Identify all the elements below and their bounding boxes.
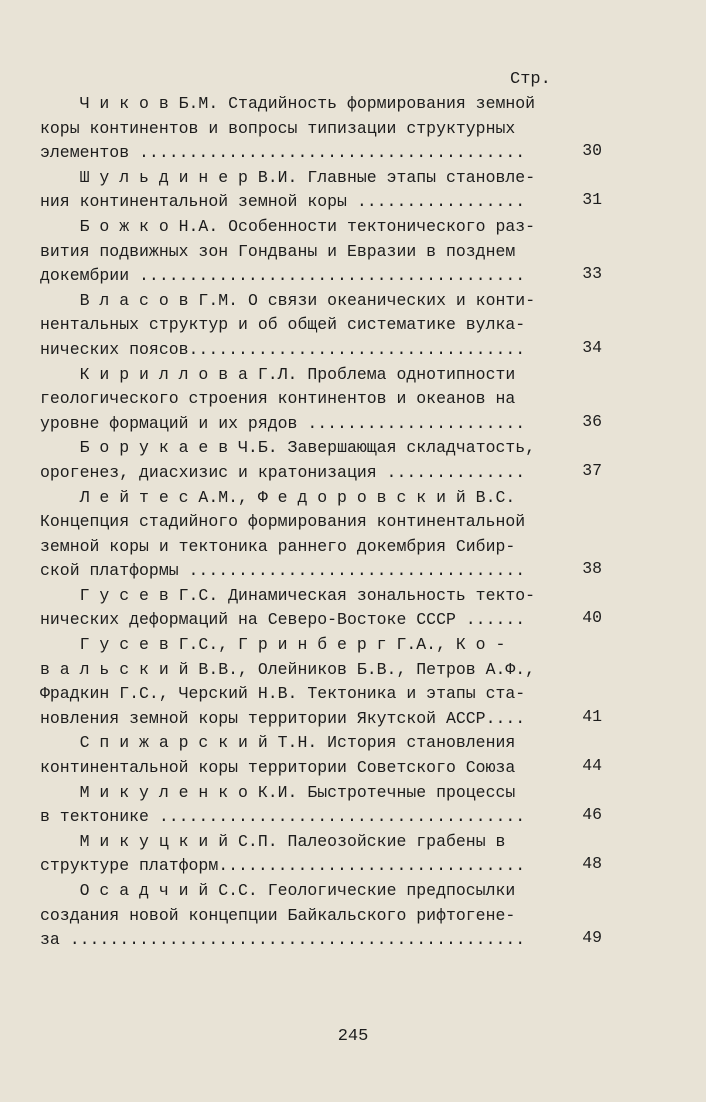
- toc-entry-author: О с а д ч и й С.С.: [79, 881, 258, 900]
- toc-entry-author: Ш у л ь д и н е р В.И.: [79, 167, 298, 187]
- toc-entry-first-line: [40, 879, 560, 904]
- toc-entry: [40, 633, 602, 731]
- toc-entry-title-line: земной коры и тектоника раннего докембрия Сибир-: [40, 536, 516, 556]
- toc-entry-first-line: [40, 363, 560, 388]
- toc-entry-page-number: 48: [582, 854, 602, 874]
- toc-entry-title: Особенности тектонического раз-: [218, 216, 536, 236]
- toc-entry: [40, 584, 602, 633]
- toc-entry-first-line: [40, 289, 560, 314]
- toc-entry-title-line: вития подвижных зон Гондваны и Евразии в позднем: [40, 241, 516, 261]
- toc-entry-title-line: докембрии .......................................: [40, 266, 526, 286]
- toc-entry-first-line: [40, 633, 560, 658]
- toc-entry-title-line: геологического строения континентов и океанов на: [40, 389, 516, 409]
- toc-entry-author: Б о ж к о Н.А.: [79, 216, 219, 236]
- toc-entry-page-number: 33: [582, 264, 602, 284]
- toc-entry-title-line: нических поясов..................................: [40, 339, 526, 359]
- toc-entry: [40, 215, 602, 289]
- toc-entry-page-number: 40: [582, 608, 602, 628]
- toc-entry-first-line: [40, 781, 560, 806]
- toc-entry-author: Л е й т е с А.М., Ф е д о р о в с к и й В.С.: [79, 487, 516, 507]
- toc-entry-title: Быстротечные процессы: [297, 782, 516, 802]
- toc-entry: [40, 289, 602, 363]
- toc-entry-first-line: [40, 166, 560, 191]
- toc-entry-title-line: ской платформы ..................................: [40, 561, 526, 581]
- toc-entry-first-line: [40, 215, 560, 240]
- toc-entry-page-number: 38: [582, 559, 602, 579]
- toc-entry: [40, 92, 602, 166]
- toc-entry-title: Проблема однотипности: [297, 364, 516, 384]
- table-of-contents: [40, 92, 602, 953]
- toc-entry-title-line: нических деформаций на Северо-Востоке СССР ......: [40, 610, 526, 630]
- toc-entry-title-line: Фрадкин Г.С., Черский Н.В. Тектоника и этапы ста-: [40, 684, 526, 704]
- toc-entry-author: В л а с о в Г.М.: [79, 290, 239, 310]
- toc-entry-author: Б о р у к а е в Ч.Б.: [79, 438, 278, 458]
- toc-entry-first-line: [40, 436, 560, 461]
- toc-entry-title-line: структуре платформ...............................: [40, 856, 526, 876]
- toc-entry-author: Ч и к о в Б.М.: [79, 94, 219, 113]
- toc-entry-first-line: [40, 584, 560, 609]
- toc-entry-title-line: ния континентальной земной коры .................: [40, 192, 526, 212]
- toc-entry: [40, 879, 602, 953]
- page-column-header: Стр.: [510, 70, 551, 89]
- toc-entry-author: К и р и л л о в а Г.Л.: [79, 364, 298, 384]
- toc-entry-title: Геологические предпосылки: [257, 881, 516, 900]
- toc-entry-page-number: 30: [582, 141, 602, 161]
- toc-entry-title-line: Концепция стадийного формирования континентальной: [40, 512, 526, 532]
- toc-entry-title: Динамическая зональность текто-: [218, 585, 536, 605]
- toc-entry-page-number: 37: [582, 460, 602, 480]
- toc-entry-page-number: 46: [582, 805, 602, 825]
- toc-entry-title-line: орогенез, диасхизис и кратонизация ..............: [40, 462, 526, 482]
- page-number: 245: [337, 1027, 369, 1046]
- toc-entry-title-line: в тектонике .....................................: [40, 807, 526, 827]
- toc-entry-author: М и к у ц к и й С.П.: [79, 831, 278, 851]
- toc-entry-page-number: 49: [582, 928, 602, 948]
- toc-entry-author: Г у с е в Г.С.: [79, 585, 219, 605]
- toc-entry: [40, 731, 602, 780]
- toc-entry-first-line: [40, 92, 560, 117]
- toc-entry-title-line: создания новой концепции Байкальского рифтогене-: [40, 905, 516, 925]
- toc-entry-title-line: уровне формаций и их рядов ......................: [40, 413, 526, 433]
- toc-entry: [40, 166, 602, 215]
- toc-entry-title-line: континентальной коры территории Советского Союза: [40, 758, 516, 778]
- toc-entry: [40, 436, 602, 485]
- toc-entry-first-line: [40, 731, 560, 756]
- toc-entry-first-line: [40, 830, 560, 855]
- toc-entry-title-line: в а л ь с к и й В.В., Олейников Б.В., Петров А.Ф.,: [40, 659, 536, 679]
- toc-entry-page-number: 31: [582, 190, 602, 210]
- toc-entry-author: Г у с е в Г.С., Г р и н б е р г Г.А., К о -: [79, 635, 506, 655]
- toc-entry: [40, 363, 602, 437]
- toc-entry-author: С п и ж а р с к и й Т.Н.: [79, 733, 318, 753]
- toc-entry: [40, 781, 602, 830]
- toc-entry-title-line: элементов .......................................: [40, 143, 526, 163]
- toc-entry-title: Стадийность формирования земной: [218, 94, 536, 113]
- toc-entry-title: Палеозойские грабены в: [277, 831, 506, 851]
- toc-entry-author: М и к у л е н к о К.И.: [79, 782, 298, 802]
- toc-entry-page-number: 34: [582, 337, 602, 357]
- toc-entry: [40, 830, 602, 879]
- toc-entry-page-number: 36: [582, 411, 602, 431]
- toc-entry-title: История становления: [317, 733, 516, 753]
- toc-entry-title: Главные этапы становле-: [297, 167, 536, 187]
- toc-entry-page-number: 41: [582, 706, 602, 726]
- toc-entry-title: Завершающая складчатость,: [277, 438, 536, 458]
- toc-entry-title-line: коры континентов и вопросы типизации структурных: [40, 118, 516, 138]
- toc-entry-title-line: новления земной коры территории Якутской АССР....: [40, 708, 526, 728]
- toc-entry-title-line: за ..............................................: [40, 930, 526, 950]
- toc-entry-title-line: нентальных структур и об общей систематике вулка-: [40, 315, 526, 335]
- toc-entry-title: О связи океанических и конти-: [238, 290, 536, 310]
- toc-entry-first-line: [40, 486, 560, 511]
- toc-entry-page-number: 44: [582, 756, 602, 776]
- toc-entry: [40, 486, 602, 584]
